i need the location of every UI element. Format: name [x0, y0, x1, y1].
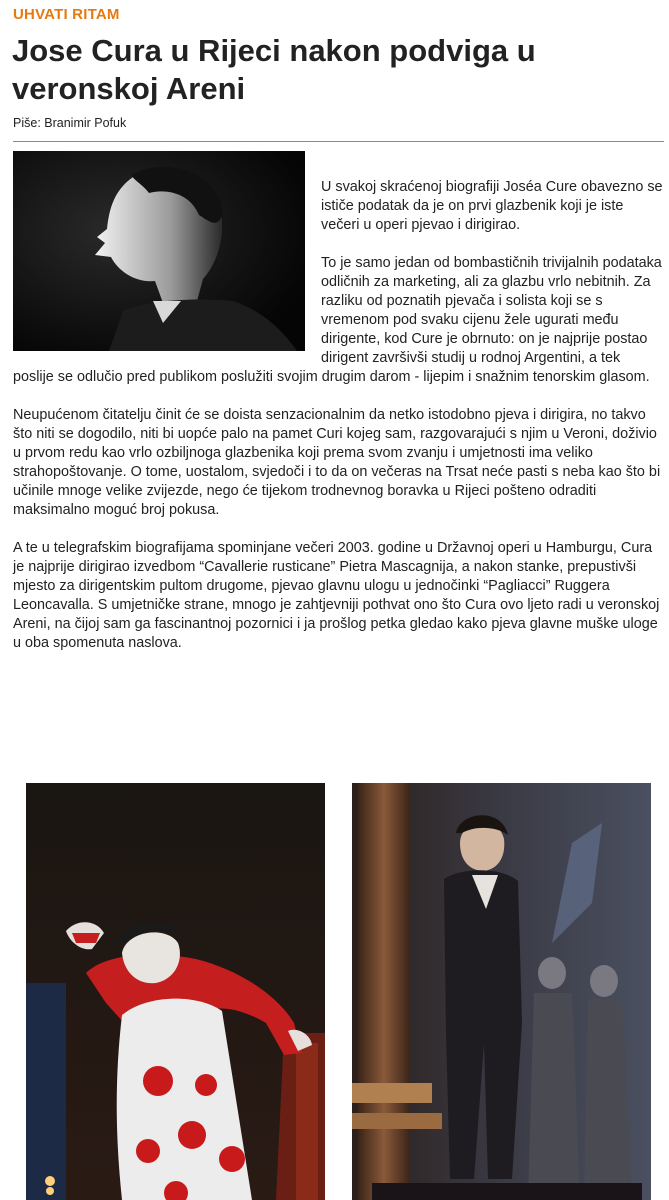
- article-headline: Jose Cura u Rijeci nakon podviga u veronskoj Areni: [12, 33, 536, 106]
- paragraph-1: U svakoj skraćenoj biografiji Joséa Cure obavezno se ističe podatak da je on prvi glazbenik koji je iste večeri u operi pjevao i dirigirao.: [321, 179, 663, 233]
- header-divider: [13, 141, 664, 142]
- article-byline: Piše: Branimir Pofuk: [13, 116, 127, 130]
- article-body-top: [13, 151, 664, 672]
- paragraph-2: To je samo jedan od bombastičnih trivijalnih podataka odličnih za marketing, ali za glazbu vrlo nebitnih. Za razliku od poznatih pjevača i solista koji se s vremenom pod svaku cijenu žele ugurati među dirigente, kod Cure je obrnuto: on je najprije postao dirigent završivši studij u rodnoj Argentini, a tek poslije se odlučio pred publikom poslužiti svojim drugim darom - lijepim i snažnim tenorskim glasom.: [13, 255, 662, 385]
- photo-portrait-profile: [13, 151, 305, 351]
- photo-pagliacci-clown: [26, 783, 325, 1200]
- section-kicker: UHVATI RITAM: [13, 6, 120, 23]
- paragraph-4: A te u telegrafskim biografijama spominjane večeri 2003. godine u Državnoj operi u Hamburgu, Cura je najprije dirigirao izvedbom “Cavallerie rusticane” Pietra Mascagnija, a nakon stanke, prepustivši mjesto za dirigentskim pultom drugome, pjevao glavnu ulogu u jednočinki “Pagliacci” Ruggera Leoncavalla. S umjetničke strane, mnogo je zahtjevniji pothvat ono što Cura ovo ljeto radi u veronskoj Areni, na čijoj sam ga fascinantnoj pozornici i ja prošlog petka gledao kako pjeva glavne muške uloge u oba spomenuta naslova.: [13, 540, 660, 651]
- photo-cavalleria-stage: [352, 783, 651, 1200]
- paragraph-3: Neupućenom čitatelju činit će se doista senzacionalnim da netko istodobno pjeva i dirigira, no takvo što niti se dogodilo, niti bi uopće palo na pamet Curi kojeg sam, razgovarajući s njim u Veroni, doživio u prvom redu kao vrlo ozbiljnoga glazbenika koji prema svom zvanju i umjetnosti ima veliko strahopoštovanje. O tome, uostalom, svjedoči i to da on večeras na Trsat neće pasti s neba kao što bi učinile mnoge velike zvijezde, nego će tijekom trodnevnog boravka u Rijeci pošteno odraditi maksimalno moguć broj pokusa.: [13, 407, 661, 518]
